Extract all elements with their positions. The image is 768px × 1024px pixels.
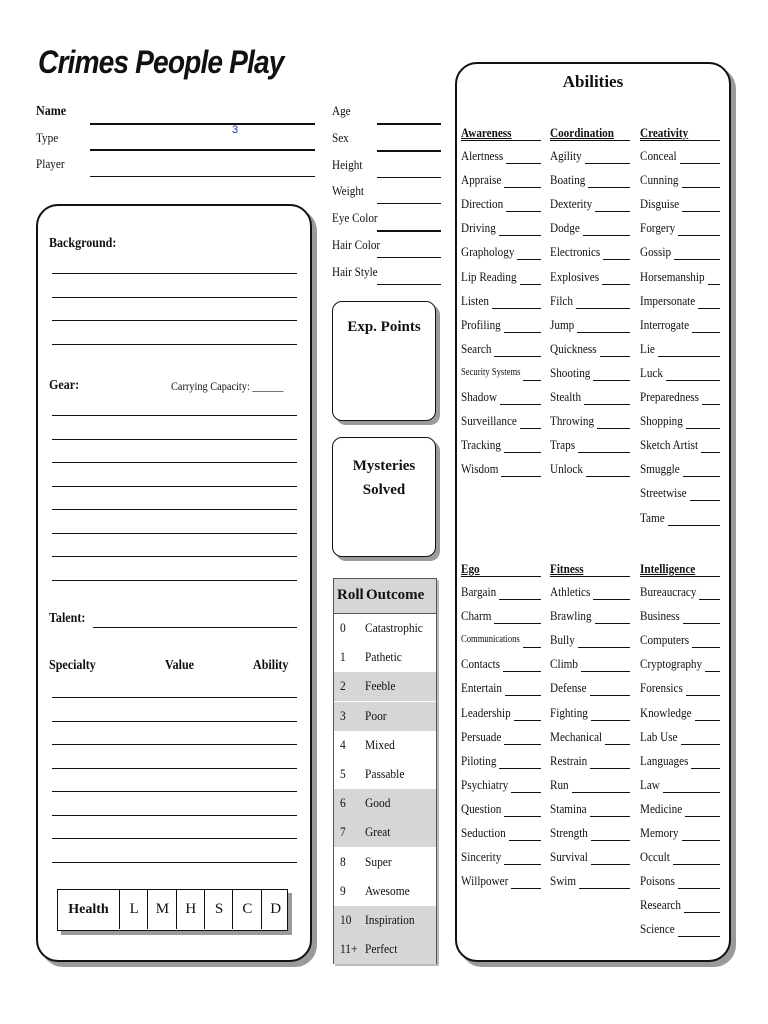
ability-item: Impersonate xyxy=(640,292,696,308)
ability-score-line[interactable] xyxy=(579,888,630,889)
ability-score-line[interactable] xyxy=(523,647,541,648)
ability-item: Disguise xyxy=(640,196,680,212)
specialty-line[interactable] xyxy=(52,862,297,863)
exp-points-label: Exp. Points xyxy=(347,319,421,335)
gear-line[interactable] xyxy=(52,439,297,440)
weight-field[interactable] xyxy=(377,203,441,204)
health-label: Health xyxy=(68,902,109,917)
ability-group-header: Fitness xyxy=(550,561,584,576)
ability-score-line[interactable] xyxy=(590,816,630,817)
ability-item: Law xyxy=(640,776,660,792)
exp-points-box[interactable] xyxy=(332,301,436,421)
ability-item: Profiling xyxy=(461,316,501,332)
ability-score-line[interactable] xyxy=(680,163,720,164)
ability-item: Survival xyxy=(550,849,588,865)
weight-label: Weight xyxy=(332,183,365,198)
outcome-row xyxy=(334,818,436,847)
eye-color-label: Eye Color xyxy=(332,210,378,225)
ability-item: Bargain xyxy=(461,584,497,599)
specialty-line[interactable] xyxy=(52,838,297,839)
ability-item: Seduction xyxy=(461,825,506,840)
background-line[interactable] xyxy=(52,273,297,274)
ability-score-line[interactable] xyxy=(520,284,541,285)
ability-score-line[interactable] xyxy=(678,888,720,889)
ability-item: Traps xyxy=(550,437,576,453)
ability-score-line[interactable] xyxy=(578,647,630,648)
name-label: Name xyxy=(36,104,67,119)
roll-value: 7 xyxy=(340,824,346,840)
ability-score-line[interactable] xyxy=(595,623,630,624)
name-field[interactable] xyxy=(90,123,315,125)
ability-score-line[interactable] xyxy=(511,792,541,793)
ability-score-line[interactable] xyxy=(494,623,541,624)
ability-score-line[interactable] xyxy=(673,864,720,865)
outcome-row xyxy=(334,848,436,877)
health-cell[interactable]: L xyxy=(119,890,148,929)
ability-score-line[interactable] xyxy=(504,187,541,188)
ability-score-line[interactable] xyxy=(600,356,630,357)
type-label: Type xyxy=(36,130,59,145)
ability-item: Bureaucracy xyxy=(640,584,697,599)
ability-item: Restrain xyxy=(550,752,588,768)
ability-item: Smuggle xyxy=(640,461,680,477)
outcome-row xyxy=(334,731,436,760)
specialty-label: Specialty xyxy=(49,658,96,673)
ability-item: Horsemanship xyxy=(640,268,705,284)
ability-item: Tame xyxy=(640,509,665,525)
outcome-value: Feeble xyxy=(365,678,396,694)
ability-item: Stealth xyxy=(550,389,582,404)
gear-line[interactable] xyxy=(52,509,297,510)
ability-item: Persuade xyxy=(461,728,502,744)
ability-score-line[interactable] xyxy=(520,428,541,429)
ability-score-line[interactable] xyxy=(591,840,630,841)
outcome-value: Poor xyxy=(365,707,387,723)
mysteries-label-line1: Mysteries xyxy=(352,458,416,474)
ability-score-line[interactable] xyxy=(685,816,720,817)
ability-group-header-rule xyxy=(461,140,541,141)
outcome-row xyxy=(334,789,436,818)
ability-item: Graphology xyxy=(461,244,515,260)
ability-item: Sketch Artist xyxy=(640,437,699,453)
background-line[interactable] xyxy=(52,344,297,345)
ability-score-line[interactable] xyxy=(684,912,720,913)
ability-score-line[interactable] xyxy=(686,695,720,696)
outcome-table-header xyxy=(334,579,436,614)
talent-label: Talent: xyxy=(49,611,86,626)
gear-label: Gear: xyxy=(49,378,80,393)
ability-score-line[interactable] xyxy=(681,744,720,745)
ability-group-header: Coordination xyxy=(550,125,614,140)
ability-score-line[interactable] xyxy=(584,404,630,405)
roll-value: 10 xyxy=(340,912,352,927)
outcome-row xyxy=(334,935,436,964)
ability-item: Cunning xyxy=(640,172,679,188)
ability-score-line[interactable] xyxy=(583,235,630,236)
outcome-value: Super xyxy=(365,853,392,869)
ability-item: Swim xyxy=(550,873,577,889)
ability-item: Computers xyxy=(640,632,690,648)
specialty-line[interactable] xyxy=(52,721,297,722)
abilities-title: Abilities xyxy=(562,72,624,91)
ability-item: Communications xyxy=(461,634,520,646)
ability-score-line[interactable] xyxy=(590,695,630,696)
ability-score-line[interactable] xyxy=(505,695,541,696)
ability-item: Luck xyxy=(640,364,663,380)
gear-line[interactable] xyxy=(52,415,297,416)
ability-item: Lip Reading xyxy=(461,268,517,284)
ability-item: Filch xyxy=(550,292,573,308)
ability-score-line[interactable] xyxy=(663,792,720,793)
outcome-row xyxy=(334,672,436,701)
ability-item: Piloting xyxy=(461,752,497,768)
ability-score-line[interactable] xyxy=(705,671,720,672)
sex-field[interactable] xyxy=(377,150,441,152)
ability-item: Driving xyxy=(461,220,496,236)
ability-score-line[interactable] xyxy=(514,720,541,721)
hair-color-field[interactable] xyxy=(377,257,441,258)
ability-score-line[interactable] xyxy=(674,259,720,260)
ability-score-line[interactable] xyxy=(585,163,630,164)
ability-item: Throwing xyxy=(550,413,595,429)
age-label: Age xyxy=(332,103,351,118)
ability-group-header-rule xyxy=(640,140,720,141)
outcome-value: Good xyxy=(365,795,391,811)
roll-header: Roll xyxy=(337,587,364,603)
outcome-value: Great xyxy=(365,824,391,840)
ability-item: Alertness xyxy=(461,148,504,163)
ability-item: Athletics xyxy=(550,584,591,599)
ability-item: Medicine xyxy=(640,800,683,816)
ability-item: Bully xyxy=(550,632,575,648)
ability-score-line[interactable] xyxy=(692,332,720,333)
ability-score-line[interactable] xyxy=(699,599,720,600)
ability-item: Memory xyxy=(640,825,679,840)
ability-score-line[interactable] xyxy=(595,211,630,212)
ability-item: Dodge xyxy=(550,220,580,236)
ability-score-line[interactable] xyxy=(593,599,630,600)
ability-item: Shopping xyxy=(640,413,683,429)
outcome-table xyxy=(333,578,437,964)
ability-item: Streetwise xyxy=(640,485,687,501)
ability-item: Forensics xyxy=(640,680,683,696)
ability-group-header: Intelligence xyxy=(640,561,696,576)
roll-value: 5 xyxy=(340,766,346,781)
ability-score-line[interactable] xyxy=(682,211,720,212)
ability-score-line[interactable] xyxy=(588,187,630,188)
roll-value: 0 xyxy=(340,620,346,635)
ability-item: Psychiatry xyxy=(461,776,509,792)
ability-item: Research xyxy=(640,897,681,913)
gear-line[interactable] xyxy=(52,462,297,463)
ability-score-line[interactable] xyxy=(678,235,720,236)
specialty-line[interactable] xyxy=(52,768,297,769)
ability-item: Mechanical xyxy=(550,728,603,744)
ability-score-line[interactable] xyxy=(517,259,541,260)
ability-item: Wisdom xyxy=(461,461,499,477)
ability-item: Languages xyxy=(640,752,689,768)
specialty-line[interactable] xyxy=(52,791,297,792)
ability-score-line[interactable] xyxy=(506,163,541,164)
ability-score-line[interactable] xyxy=(683,476,720,477)
ability-item: Boating xyxy=(550,172,586,188)
ability-score-line[interactable] xyxy=(668,525,720,526)
ability-item: Appraise xyxy=(461,172,502,188)
ability-item: Contacts xyxy=(461,656,501,672)
gear-line[interactable] xyxy=(52,580,297,581)
player-label: Player xyxy=(36,156,65,171)
ability-score-line[interactable] xyxy=(581,671,630,672)
ability-score-line[interactable] xyxy=(683,623,720,624)
ability-score-line[interactable] xyxy=(506,211,541,212)
ability-item: Shadow xyxy=(461,389,498,404)
ability-item: Jump xyxy=(550,316,575,332)
ability-item: Lab Use xyxy=(640,728,678,744)
ability-score-line[interactable] xyxy=(692,647,720,648)
gear-line[interactable] xyxy=(52,486,297,487)
ability-score-line[interactable] xyxy=(593,380,630,381)
roll-value: 8 xyxy=(340,853,346,869)
ability-score-line[interactable] xyxy=(605,744,630,745)
ability-group-header-rule xyxy=(461,576,541,577)
ability-item: Security Systems xyxy=(461,366,521,378)
ability-score-line[interactable] xyxy=(523,380,541,381)
background-line[interactable] xyxy=(52,320,297,321)
specialty-line[interactable] xyxy=(52,815,297,816)
outcome-row xyxy=(334,702,436,731)
health-track xyxy=(57,889,288,931)
height-field[interactable] xyxy=(377,177,441,178)
ability-score-line[interactable] xyxy=(678,936,720,937)
roll-value: 4 xyxy=(340,736,346,752)
outcome-header: Outcome xyxy=(366,587,425,603)
ability-group-header: Awareness xyxy=(461,125,512,140)
ability-item: Stamina xyxy=(550,800,587,816)
ability-item: Explosives xyxy=(550,268,600,284)
ability-item: Charm xyxy=(461,608,492,624)
ability-group-header: Creativity xyxy=(640,125,689,140)
eye-color-field[interactable] xyxy=(377,230,441,232)
ability-score-line[interactable] xyxy=(503,671,541,672)
ability-score-line[interactable] xyxy=(499,768,541,769)
outcome-row xyxy=(334,906,436,935)
ability-item: Electronics xyxy=(550,244,601,260)
ability-item: Listen xyxy=(461,292,489,308)
ability-item: Interrogate xyxy=(640,316,690,332)
ability-item: Gossip xyxy=(640,244,672,260)
ability-group-header-rule xyxy=(550,140,630,141)
ability-item: Leadership xyxy=(461,704,511,720)
ability-score-line[interactable] xyxy=(591,720,630,721)
talent-field[interactable] xyxy=(93,627,297,628)
outcome-row xyxy=(334,643,436,672)
ability-score-line[interactable] xyxy=(701,452,720,453)
outcome-value: Pathetic xyxy=(365,649,402,665)
outcome-value: Awesome xyxy=(365,882,410,898)
ability-score-line[interactable] xyxy=(504,452,541,453)
roll-value: 2 xyxy=(340,678,346,694)
ability-item: Forgery xyxy=(640,220,676,236)
ability-score-line[interactable] xyxy=(499,235,541,236)
hair-style-label: Hair Style xyxy=(332,264,378,279)
ability-score-line[interactable] xyxy=(691,768,720,769)
background-line[interactable] xyxy=(52,297,297,298)
ability-score-line[interactable] xyxy=(597,428,630,429)
outcome-value: Inspiration xyxy=(365,912,415,927)
player-field[interactable] xyxy=(90,176,315,177)
ability-item: Tracking xyxy=(461,437,501,453)
mysteries-solved-box[interactable] xyxy=(332,437,436,557)
ability-item: Business xyxy=(640,608,680,624)
ability-item: Surveillance xyxy=(461,413,517,429)
health-cell[interactable]: S xyxy=(204,890,233,929)
ability-score-line[interactable] xyxy=(504,332,541,333)
ability-item: Agility xyxy=(550,148,582,163)
ability-item: Lie xyxy=(640,340,655,356)
ability-item: Willpower xyxy=(461,873,509,889)
ability-score-line[interactable] xyxy=(602,284,630,285)
ability-item: Science xyxy=(640,921,675,937)
ability-score-line[interactable] xyxy=(576,308,630,309)
ability-score-line[interactable] xyxy=(504,744,541,745)
age-field[interactable] xyxy=(377,123,441,125)
ability-score-line[interactable] xyxy=(511,888,541,889)
ability-score-line[interactable] xyxy=(686,428,720,429)
specialty-line[interactable] xyxy=(52,744,297,745)
ability-score-line[interactable] xyxy=(501,476,541,477)
roll-value: 6 xyxy=(340,795,346,811)
ability-group-header: Ego xyxy=(461,561,480,576)
value-label: Value xyxy=(165,658,194,673)
outcome-value: Passable xyxy=(365,766,405,781)
ability-item: Dexterity xyxy=(550,196,593,212)
outcome-row xyxy=(334,614,436,643)
ability-item: Question xyxy=(461,800,502,816)
roll-value: 9 xyxy=(340,882,346,898)
ability-score-line[interactable] xyxy=(572,792,630,793)
ability-score-line[interactable] xyxy=(494,356,541,357)
outcome-value: Mixed xyxy=(365,736,395,752)
outcome-row xyxy=(334,760,436,789)
ability-group-header-rule xyxy=(640,576,720,577)
ability-item: Climb xyxy=(550,656,578,672)
ability-score-line[interactable] xyxy=(504,816,541,817)
ability-score-line[interactable] xyxy=(682,840,720,841)
hair-style-field[interactable] xyxy=(377,284,441,285)
ability-item: Direction xyxy=(461,196,504,212)
ability-item: Search xyxy=(461,340,492,356)
ability-group-header-rule xyxy=(550,576,630,577)
outcome-value: Catastrophic xyxy=(365,620,423,635)
ability-score-line[interactable] xyxy=(666,380,720,381)
ability-score-line[interactable] xyxy=(591,864,630,865)
ability-score-line[interactable] xyxy=(603,259,630,260)
ability-score-line[interactable] xyxy=(682,187,720,188)
ability-item: Entertain xyxy=(461,680,502,696)
ability-item: Preparedness xyxy=(640,389,699,404)
ability-item: Sincerity xyxy=(461,849,502,865)
ability-item: Strength xyxy=(550,825,588,840)
height-label: Height xyxy=(332,157,363,172)
character-details-panel xyxy=(36,204,312,962)
ability-score-line[interactable] xyxy=(577,332,630,333)
ability-score-line[interactable] xyxy=(658,356,720,357)
ability-score-line[interactable] xyxy=(586,476,630,477)
carrying-capacity-label: Carrying Capacity: ______ xyxy=(171,379,284,393)
ability-item: Knowledge xyxy=(640,704,692,720)
ability-label: Ability xyxy=(253,658,289,673)
ability-score-line[interactable] xyxy=(500,404,541,405)
gear-line[interactable] xyxy=(52,556,297,557)
roll-value: 3 xyxy=(340,707,346,723)
health-cell[interactable]: H xyxy=(176,890,205,929)
ability-score-line[interactable] xyxy=(708,284,720,285)
sheet-title: Crimes People Play xyxy=(38,44,284,80)
health-cell[interactable]: C xyxy=(232,890,261,929)
ability-item: Fighting xyxy=(550,704,588,720)
ability-item: Brawling xyxy=(550,608,592,624)
ability-item: Quickness xyxy=(550,340,597,356)
sex-label: Sex xyxy=(332,130,349,145)
ability-score-line[interactable] xyxy=(492,308,541,309)
outcome-value: Perfect xyxy=(365,941,398,957)
roll-value: 11+ xyxy=(340,941,358,957)
gear-line[interactable] xyxy=(52,533,297,534)
hair-color-label: Hair Color xyxy=(332,237,381,252)
ability-score-line[interactable] xyxy=(695,720,720,721)
specialty-line[interactable] xyxy=(52,697,297,698)
ability-item: Run xyxy=(550,776,569,792)
ability-item: Unlock xyxy=(550,461,583,477)
ability-item: Occult xyxy=(640,849,670,865)
ability-score-line[interactable] xyxy=(499,599,541,600)
health-cell[interactable]: M xyxy=(147,890,176,929)
health-cell[interactable]: D xyxy=(261,890,290,929)
ability-item: Conceal xyxy=(640,148,677,163)
type-value: 3 xyxy=(232,124,239,136)
ability-score-line[interactable] xyxy=(698,308,720,309)
ability-score-line[interactable] xyxy=(590,768,630,769)
ability-score-line[interactable] xyxy=(578,452,630,453)
ability-item: Cryptography xyxy=(640,656,703,672)
mysteries-label-line2: Solved xyxy=(362,482,406,498)
ability-score-line[interactable] xyxy=(702,404,720,405)
ability-score-line[interactable] xyxy=(509,840,541,841)
ability-item: Shooting xyxy=(550,364,591,380)
ability-score-line[interactable] xyxy=(690,500,720,501)
ability-item: Defense xyxy=(550,680,587,696)
ability-item: Poisons xyxy=(640,873,675,889)
background-label: Background: xyxy=(49,236,117,251)
type-field[interactable] xyxy=(90,149,315,151)
outcome-row xyxy=(334,877,436,906)
roll-value: 1 xyxy=(340,649,346,665)
ability-score-line[interactable] xyxy=(504,864,541,865)
